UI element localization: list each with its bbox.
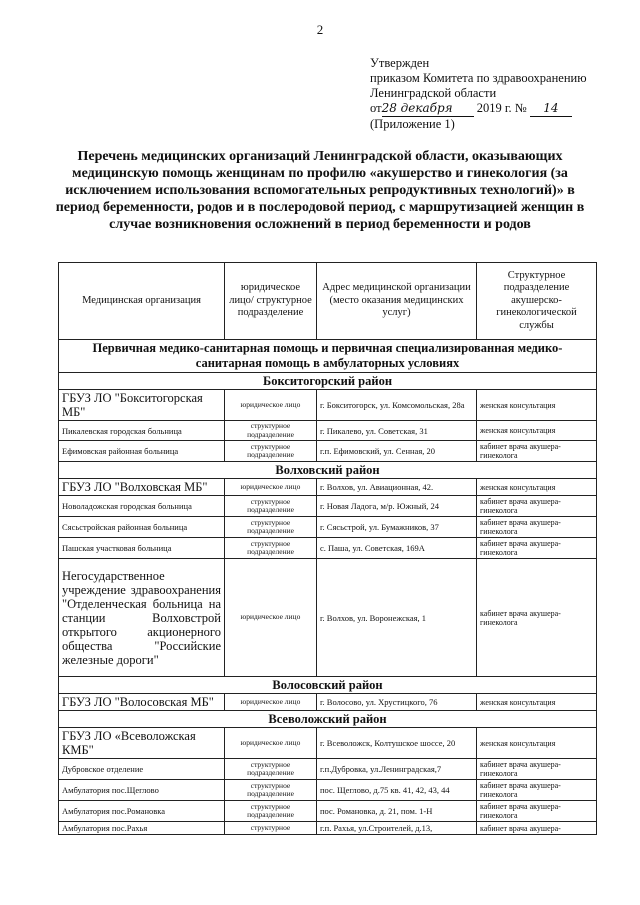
table-row — [59, 822, 597, 835]
organization-cell: ГБУЗ ЛО "Бокситогорская МБ" — [59, 390, 225, 421]
page-number: 2 — [316, 22, 324, 37]
unit-cell: женская консультация — [477, 390, 597, 421]
entity-type-cell: юридическое лицо — [225, 559, 317, 677]
entity-type-cell: структурное подразделение — [225, 496, 317, 517]
table-row — [59, 759, 597, 780]
district-row — [59, 462, 597, 479]
entity-type-cell: юридическое лицо — [225, 390, 317, 421]
header-address: Адрес медицинской организации (место оказания медицинских услуг) — [317, 263, 477, 340]
organization-cell: ГБУЗ ЛО "Волховская МБ" — [59, 479, 225, 496]
approval-date-line — [370, 101, 620, 117]
approval-line-2: приказом Комитета по здравоохранению — [370, 71, 587, 85]
table-row — [59, 390, 597, 421]
entity-type-cell: юридическое лицо — [225, 694, 317, 711]
address-cell: г.п. Рахья, ул.Строителей, д.13, — [317, 822, 477, 835]
entity-type-cell: структурное подразделение — [225, 441, 317, 462]
unit-cell: кабинет врача акушера-гинеколога — [477, 801, 597, 822]
header-entity-type: юридическое лицо/ структурное подразделение — [225, 263, 317, 340]
organization-cell: Амбулатория пос.Рахья — [59, 822, 225, 835]
section-title: Первичная медико-санитарная помощь и первичная специализированная медико-санитарная помощь в амбулаторных условиях — [59, 340, 597, 373]
organization-cell: Сясьстройская районная больница — [59, 517, 225, 538]
address-cell: г. Сясьстрой, ул. Бумажников, 37 — [317, 517, 477, 538]
unit-cell: женская консультация — [477, 728, 597, 759]
address-cell: г. Пикалево, ул. Советская, 31 — [317, 421, 477, 441]
table-row — [59, 421, 597, 441]
table-row — [59, 780, 597, 801]
organization-cell: ГБУЗ ЛО "Волосовская МБ" — [59, 694, 225, 711]
address-cell: г. Волосово, ул. Хрустицкого, 76 — [317, 694, 477, 711]
approval-line-1: Утвержден — [370, 56, 430, 70]
table-row — [59, 496, 597, 517]
address-cell: г. Волхов, ул. Авиационная, 42. — [317, 479, 477, 496]
entity-type-cell: структурное — [225, 822, 317, 835]
approval-block — [370, 56, 620, 132]
header-organization: Медицинская организация — [59, 263, 225, 340]
approval-appendix: (Приложение 1) — [370, 117, 455, 131]
approval-from: от — [370, 101, 382, 115]
district-row — [59, 677, 597, 694]
entity-type-cell: юридическое лицо — [225, 479, 317, 496]
organization-cell: Амбулатория пос.Романовка — [59, 801, 225, 822]
entity-type-cell: структурное подразделение — [225, 801, 317, 822]
organization-cell: Новоладожская городская больница — [59, 496, 225, 517]
entity-type-cell: структурное подразделение — [225, 538, 317, 559]
district-name: Волосовский район — [59, 677, 597, 694]
organization-cell: ГБУЗ ЛО «Всеволожская КМБ" — [59, 728, 225, 759]
organization-cell: Дубровское отделение — [59, 759, 225, 780]
approval-year: 2019 г. № — [476, 101, 527, 115]
table-row — [59, 801, 597, 822]
district-row — [59, 373, 597, 390]
entity-type-cell: структурное подразделение — [225, 421, 317, 441]
organization-cell: Пикалевская городская больница — [59, 421, 225, 441]
table-row — [59, 517, 597, 538]
unit-cell: кабинет врача акушера- — [477, 822, 597, 835]
unit-cell: кабинет врача акушера-гинеколога — [477, 538, 597, 559]
table-row — [59, 441, 597, 462]
unit-cell: кабинет врача акушера-гинеколога — [477, 780, 597, 801]
entity-type-cell: структурное подразделение — [225, 517, 317, 538]
address-cell: г. Всеволожск, Колтушское шоссе, 20 — [317, 728, 477, 759]
district-name: Волховский район — [59, 462, 597, 479]
address-cell: г.п.Дубровка, ул.Ленинградская,7 — [317, 759, 477, 780]
unit-cell: женская консультация — [477, 479, 597, 496]
address-cell: г. Волхов, ул. Воронежская, 1 — [317, 559, 477, 677]
organization-cell: Пашская участковая больница — [59, 538, 225, 559]
approval-number-handwritten: 14 — [530, 101, 572, 117]
address-cell: пос. Щеглово, д.75 кв. 41, 42, 43, 44 — [317, 780, 477, 801]
section-row — [59, 340, 597, 373]
unit-cell: кабинет врача акушера-гинеколога — [477, 517, 597, 538]
unit-cell: кабинет врача акушера-гинеколога — [477, 441, 597, 462]
entity-type-cell: структурное подразделение — [225, 780, 317, 801]
organization-cell: Амбулатория пос.Щеглово — [59, 780, 225, 801]
unit-cell: кабинет врача акушера-гинеколога — [477, 559, 597, 677]
address-cell: г. Бокситогорск, ул. Комсомольская, 28а — [317, 390, 477, 421]
entity-type-cell: юридическое лицо — [225, 728, 317, 759]
document-title: Перечень медицинских организаций Ленинградской области, оказывающих медицинскую помощь женщинам по профилю «акушерство и гинекология (за исключением использования вспомогательных репродуктивных технологий)» в период беременности, родов и в послеродовой период, с маршрутизацией женщин в случае возникновения осложнений в период беременности и родов — [55, 149, 585, 232]
organization-cell: Негосударственное учреждение здравоохранения "Отделенческая больница на станции Волховстрой открытого акционерного общества "Российские железные дороги" — [59, 559, 225, 677]
organization-cell: Ефимовская районная больница — [59, 441, 225, 462]
entity-type-cell: структурное подразделение — [225, 759, 317, 780]
district-name: Бокситогорский район — [59, 373, 597, 390]
table-row — [59, 559, 597, 677]
organizations-table — [58, 262, 597, 835]
district-row — [59, 711, 597, 728]
address-cell: с. Паша, ул. Советская, 169А — [317, 538, 477, 559]
table-row — [59, 694, 597, 711]
unit-cell: кабинет врача акушера-гинеколога — [477, 496, 597, 517]
unit-cell: женская консультация — [477, 421, 597, 441]
unit-cell: женская консультация — [477, 694, 597, 711]
district-name: Всеволожский район — [59, 711, 597, 728]
unit-cell: кабинет врача акушера-гинеколога — [477, 759, 597, 780]
address-cell: г.п. Ефимовский, ул. Сенная, 20 — [317, 441, 477, 462]
approval-date-handwritten: 28 декабря — [382, 101, 474, 117]
approval-line-3: Ленинградской области — [370, 86, 497, 100]
table-row — [59, 479, 597, 496]
address-cell: пос. Романовка, д. 21, пом. 1-Н — [317, 801, 477, 822]
table-row — [59, 728, 597, 759]
table-header-row — [59, 263, 597, 340]
header-unit: Структурное подразделение акушерско-гинекологической службы — [477, 263, 597, 340]
table-row — [59, 538, 597, 559]
address-cell: г. Новая Ладога, м/р. Южный, 24 — [317, 496, 477, 517]
